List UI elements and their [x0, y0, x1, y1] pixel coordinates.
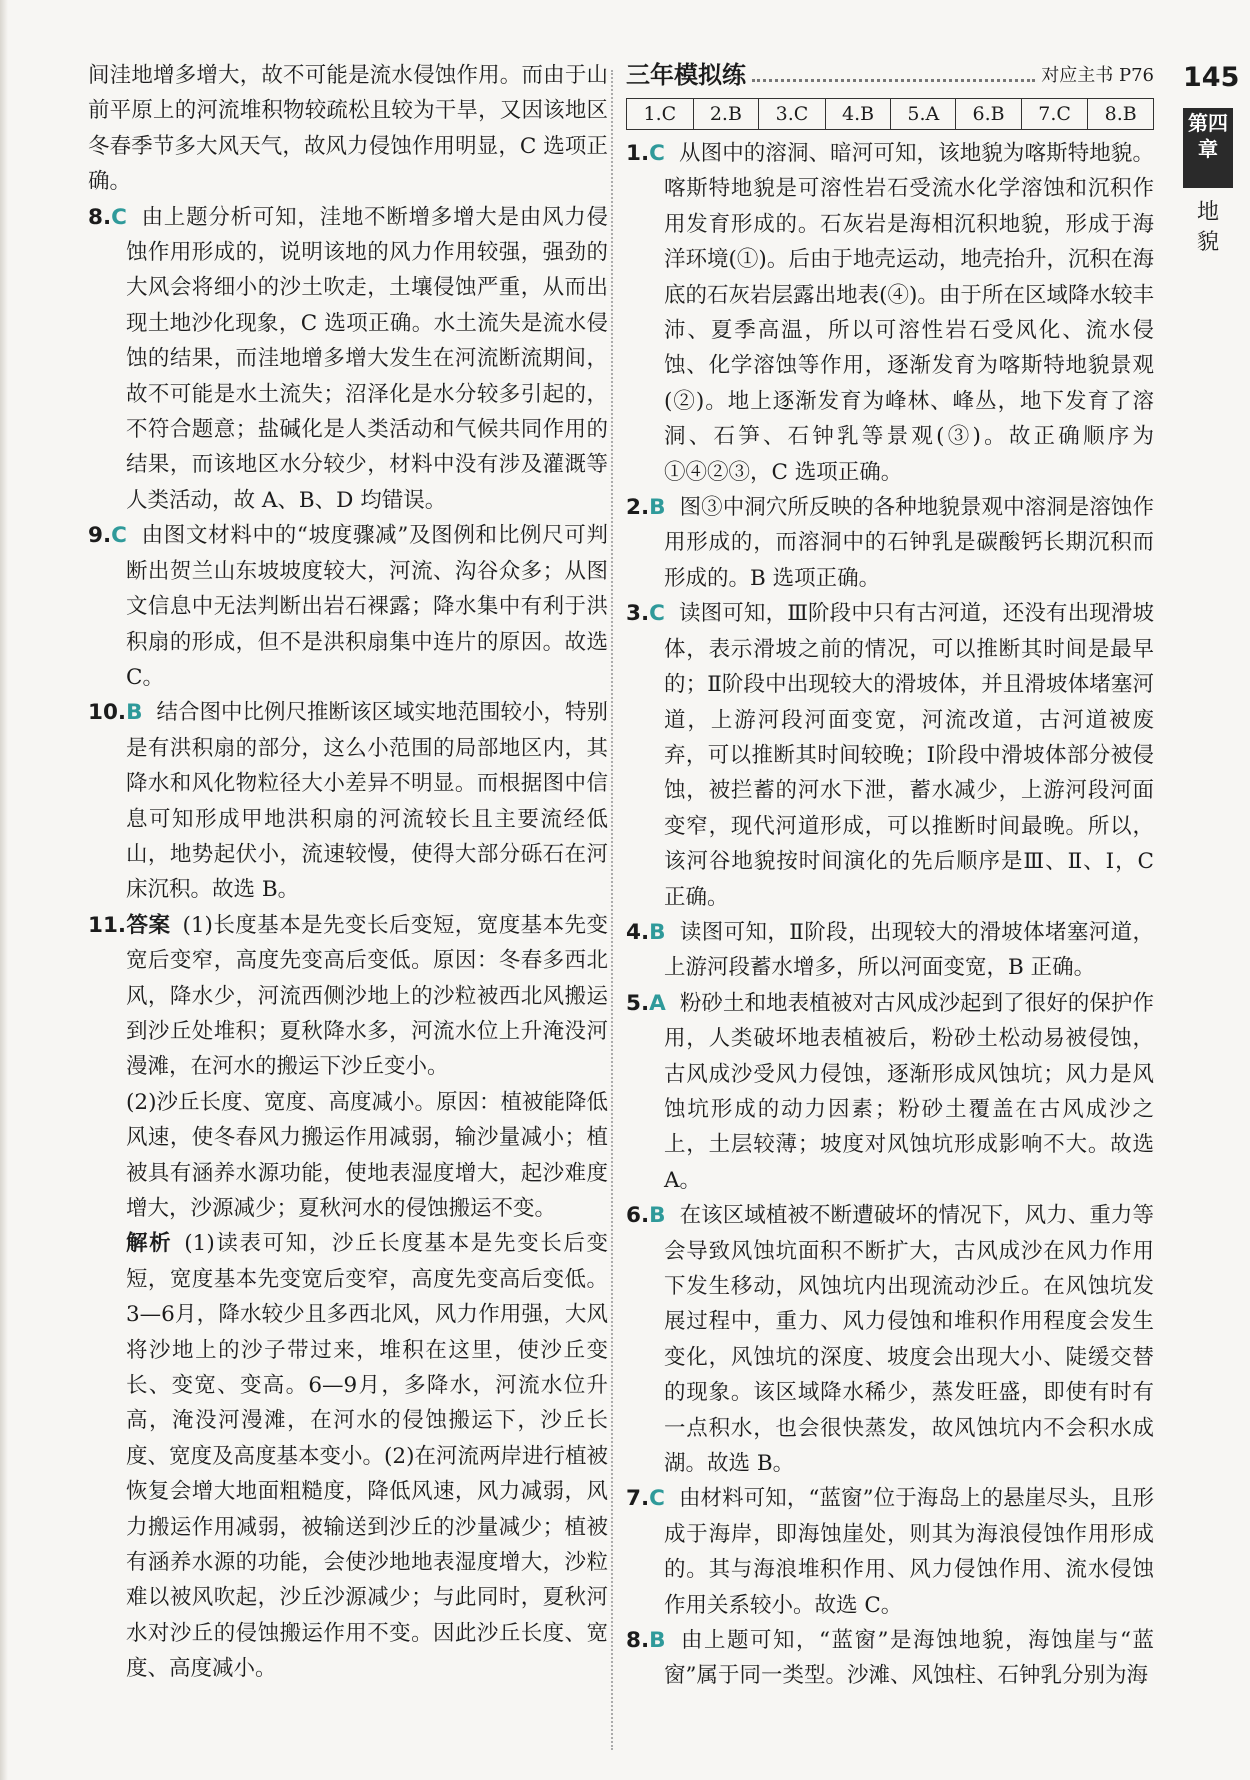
item-text: 粉砂土和地表植被对古风成沙起到了很好的保护作用，人类破坏地表植被后，粉砂土松动易被侵蚀，古风成沙受风力侵蚀，逐渐形成风蚀坑；风力是风蚀坑形成的动力因素；粉砂土覆盖在古风成沙之上，土层较薄；坡度对风蚀坑形成影响不大。故选 A。 [664, 990, 1154, 1193]
answer-cell: 7.C [1021, 99, 1088, 130]
item-number: 7. [626, 1486, 650, 1512]
item-text: 结合图中比例尺推断该区域实地范围较小，特别是有洪积扇的部分，这么小范围的局部地区内，其降水和风化物粒径大小差异不明显。而根据图中信息可知形成甲地洪积扇的河流较长且主要流经低山，地势起伏小，流速较慢，使得大部分砾石在河床沉积。故选 B。 [126, 700, 608, 903]
left-column [88, 58, 608, 1687]
column-divider [611, 70, 613, 1750]
item-number: 11. [88, 912, 127, 938]
section-title: 三年模拟练 [626, 61, 746, 90]
page-edge-shadow [0, 0, 8, 1780]
textbook-reference: 对应主书 P76 [1041, 65, 1154, 87]
item-text: 由图文材料中的“坡度骤减”及图例和比例尺可判断出贺兰山东坡坡度较大，河流、沟谷众多；从图文信息中无法判断出岩石裸露；降水集中有利于洪积扇的形成，但不是洪积扇集中连片的原因。故选 C。 [126, 523, 608, 690]
answer-cell: 2.B [693, 99, 759, 130]
answer-item-11 [88, 908, 608, 1085]
answer-item-1 [626, 136, 1154, 490]
item-number: 4. [626, 919, 650, 945]
continued-explanation: 间洼地增多增大，故不可能是流水侵蚀作用。而由于山前平原上的河流堆积物较疏松且较为干旱，又因该地区冬春季节多大风天气，故风力侵蚀作用明显，C 选项正确。 [88, 63, 608, 195]
chapter-name: 地貌 [1196, 200, 1219, 255]
item-number: 10. [88, 700, 127, 726]
answer-item-4 [626, 915, 1154, 986]
item-number: 6. [626, 1203, 650, 1229]
answer-option: C [111, 523, 127, 549]
answer-item-8 [88, 200, 608, 519]
item-text: 读图可知，Ⅱ阶段，出现较大的滑坡体堵塞河道，上游河段蓄水增多，所以河面变宽，B 正确。 [664, 919, 1154, 981]
answer-cell: 6.B [956, 99, 1022, 130]
answer-cell: 3.C [759, 99, 826, 130]
answer-item-7 [626, 1481, 1154, 1623]
answer-option: B [649, 1628, 666, 1654]
answer-cell: 1.C [627, 99, 694, 130]
answer-item-5 [626, 986, 1154, 1198]
answer-label: 答案 [126, 912, 171, 938]
dotted-leader [752, 79, 1035, 82]
answer-option: A [649, 990, 666, 1016]
item-number: 3. [626, 601, 650, 627]
item-text: 图③中洞穴所反映的各种地貌景观中溶洞是溶蚀作用形成的，而溶洞中的石钟乳是碳酸钙长期沉积而形成的。B 选项正确。 [664, 495, 1154, 591]
answer-cell: 4.B [825, 99, 891, 130]
item-text: 由材料可知，“蓝窗”位于海岛上的悬崖尽头，且形成于海岸，即海蚀崖处，则其为海浪侵蚀作用形成的。其与海浪堆积作用、风力侵蚀作用、流水侵蚀作用关系较小。故选 C。 [664, 1486, 1154, 1618]
answer-option: B [649, 1203, 666, 1229]
item-number: 1. [626, 141, 650, 166]
section-header [626, 58, 1154, 94]
answer-item-8 [626, 1623, 1154, 1694]
analysis-block [88, 1226, 608, 1686]
item-number: 8. [88, 204, 112, 230]
answer-option: C [649, 1486, 665, 1512]
answer-item-9 [88, 518, 608, 695]
answer-cell: 5.A [891, 99, 956, 130]
answer-option: C [111, 204, 127, 230]
item-number: 5. [626, 990, 650, 1016]
analysis-text: (1)读表可知，沙丘长度基本是先变长后变短，宽度基本先变宽后变窄，高度先变高后变低。3—6月，降水较少且多西北风，风力作用强，大风将沙地上的沙子带过来，堆积在这里，使沙丘变长、变宽、变高。6—9月，多降水，河流水位升高，淹没河漫滩，在河水的侵蚀搬运下，沙丘长度、宽度及高度基本变小。(2)在河流两岸进行植被恢复会增大地面粗糙度，降低风速，风力减弱，风力搬运作用减弱，被输送到沙丘的沙量减少；植被有涵养水源的功能，会使沙地地表湿度增大，沙粒难以被风吹起，沙丘沙源减少；与此同时，夏秋河水对沙丘的侵蚀搬运作用不变。因此沙丘长度、宽度、高度减小。 [126, 1231, 608, 1682]
answer-option: B [649, 495, 666, 521]
right-column [626, 58, 1154, 1694]
answer-item-6 [626, 1198, 1154, 1481]
page-number: 145 [1183, 62, 1240, 93]
item-text: 由上题可知，“蓝窗”是海蚀地貌，海蚀崖与“蓝窗”属于同一类型。沙滩、风蚀柱、石钟乳分别为海 [664, 1628, 1154, 1689]
item-text: 由上题分析可知，洼地不断增多增大是由风力侵蚀作用形成的，说明该地的风力作用较强，强劲的大风会将细小的沙土吹走，土壤侵蚀严重，从而出现土地沙化现象，C 选项正确。水土流失是流水侵蚀的结果，而洼地增多增大发生在河流断流期间，故不可能是水土流失；沼泽化是水分较多引起的，不符合题意；盐碱化是人类活动和气候共同作用的结果，而该地区水分较少，材料中没有涉及灌溉等人类活动，故 A、B、D 均错误。 [126, 204, 608, 513]
item-number: 2. [626, 495, 650, 521]
answer-option: C [649, 141, 665, 166]
answer-item-3 [626, 596, 1154, 915]
answer-option: C [649, 601, 665, 627]
answer-cell: 8.B [1088, 99, 1154, 130]
item-number: 8. [626, 1628, 650, 1654]
item-number: 9. [88, 523, 112, 549]
answer-option: B [649, 919, 666, 945]
answer-part-1: (1)长度基本是先变长后变短，宽度基本先变宽后变窄，高度先变高后变低。原因：冬春多西北风，降水少，河流西侧沙地上的沙粒被西北风搬运到沙丘处堆积；夏秋降水多，河流水位上升淹没河漫滩，在河水的搬运下沙丘变小。 [126, 912, 608, 1080]
item-text: 在该区域植被不断遭破坏的情况下，风力、重力等会导致风蚀坑面积不断扩大，古风成沙在风力作用下发生移动，风蚀坑内出现流动沙丘。在风蚀坑发展过程中，重力、风力侵蚀和堆积作用程度会发生变化，风蚀坑的深度、坡度会出现大小、陡缓交替的现象。该区域降水稀少，蒸发旺盛，即使有时有一点积水，也会很快蒸发，故风蚀坑内不会积水成湖。故选 B。 [664, 1203, 1154, 1477]
answer-table [626, 98, 1154, 130]
answer-item-10 [88, 695, 608, 907]
answer-item-2 [626, 490, 1154, 596]
answer-option: B [126, 700, 143, 726]
item-text: 从图中的溶洞、暗河可知，该地貌为喀斯特地貌。喀斯特地貌是可溶性岩石受流水化学溶蚀和沉积作用发育形成的。石灰岩是海相沉积地貌，形成于海洋环境(①)。后由于地壳运动，地壳抬升，沉积在海底的石灰岩层露出地表(④)。由于所在区域降水较丰沛、夏季高温，所以可溶性岩石受风化、流水侵蚀、化学溶蚀等作用，逐渐发育为喀斯特地貌景观(②)。地上逐渐发育为峰林、峰丛，地下发育了溶洞、石笋、石钟乳等景观(③)。故正确顺序为①④②③，C 选项正确。 [664, 141, 1154, 485]
item-text: 读图可知，Ⅲ阶段中只有古河道，还没有出现滑坡体，表示滑坡之前的情况，可以推断其时间是最早的；Ⅱ阶段中出现较大的滑坡体，并且滑坡体堵塞河道，上游河段河面变宽，河流改道，古河道被废弃，可以推断其时间较晚；Ⅰ阶段中滑坡体部分被侵蚀，被拦蓄的河水下泄，蓄水减少，上游河段河面变窄，现代河道形成，可以推断时间最晚。所以，该河谷地貌按时间演化的先后顺序是Ⅲ、Ⅱ、Ⅰ，C 正确。 [664, 601, 1154, 910]
analysis-label: 解析 [126, 1231, 173, 1257]
answer-part-2: (2)沙丘长度、宽度、高度减小。原因：植被能降低风速，使冬春风力搬运作用减弱，输沙量减小；植被具有涵养水源功能，使地表湿度增大，起沙难度增大，沙源减少；夏秋河水的侵蚀搬运不变。 [126, 1089, 608, 1221]
chapter-tab: 第四章 [1183, 108, 1233, 188]
